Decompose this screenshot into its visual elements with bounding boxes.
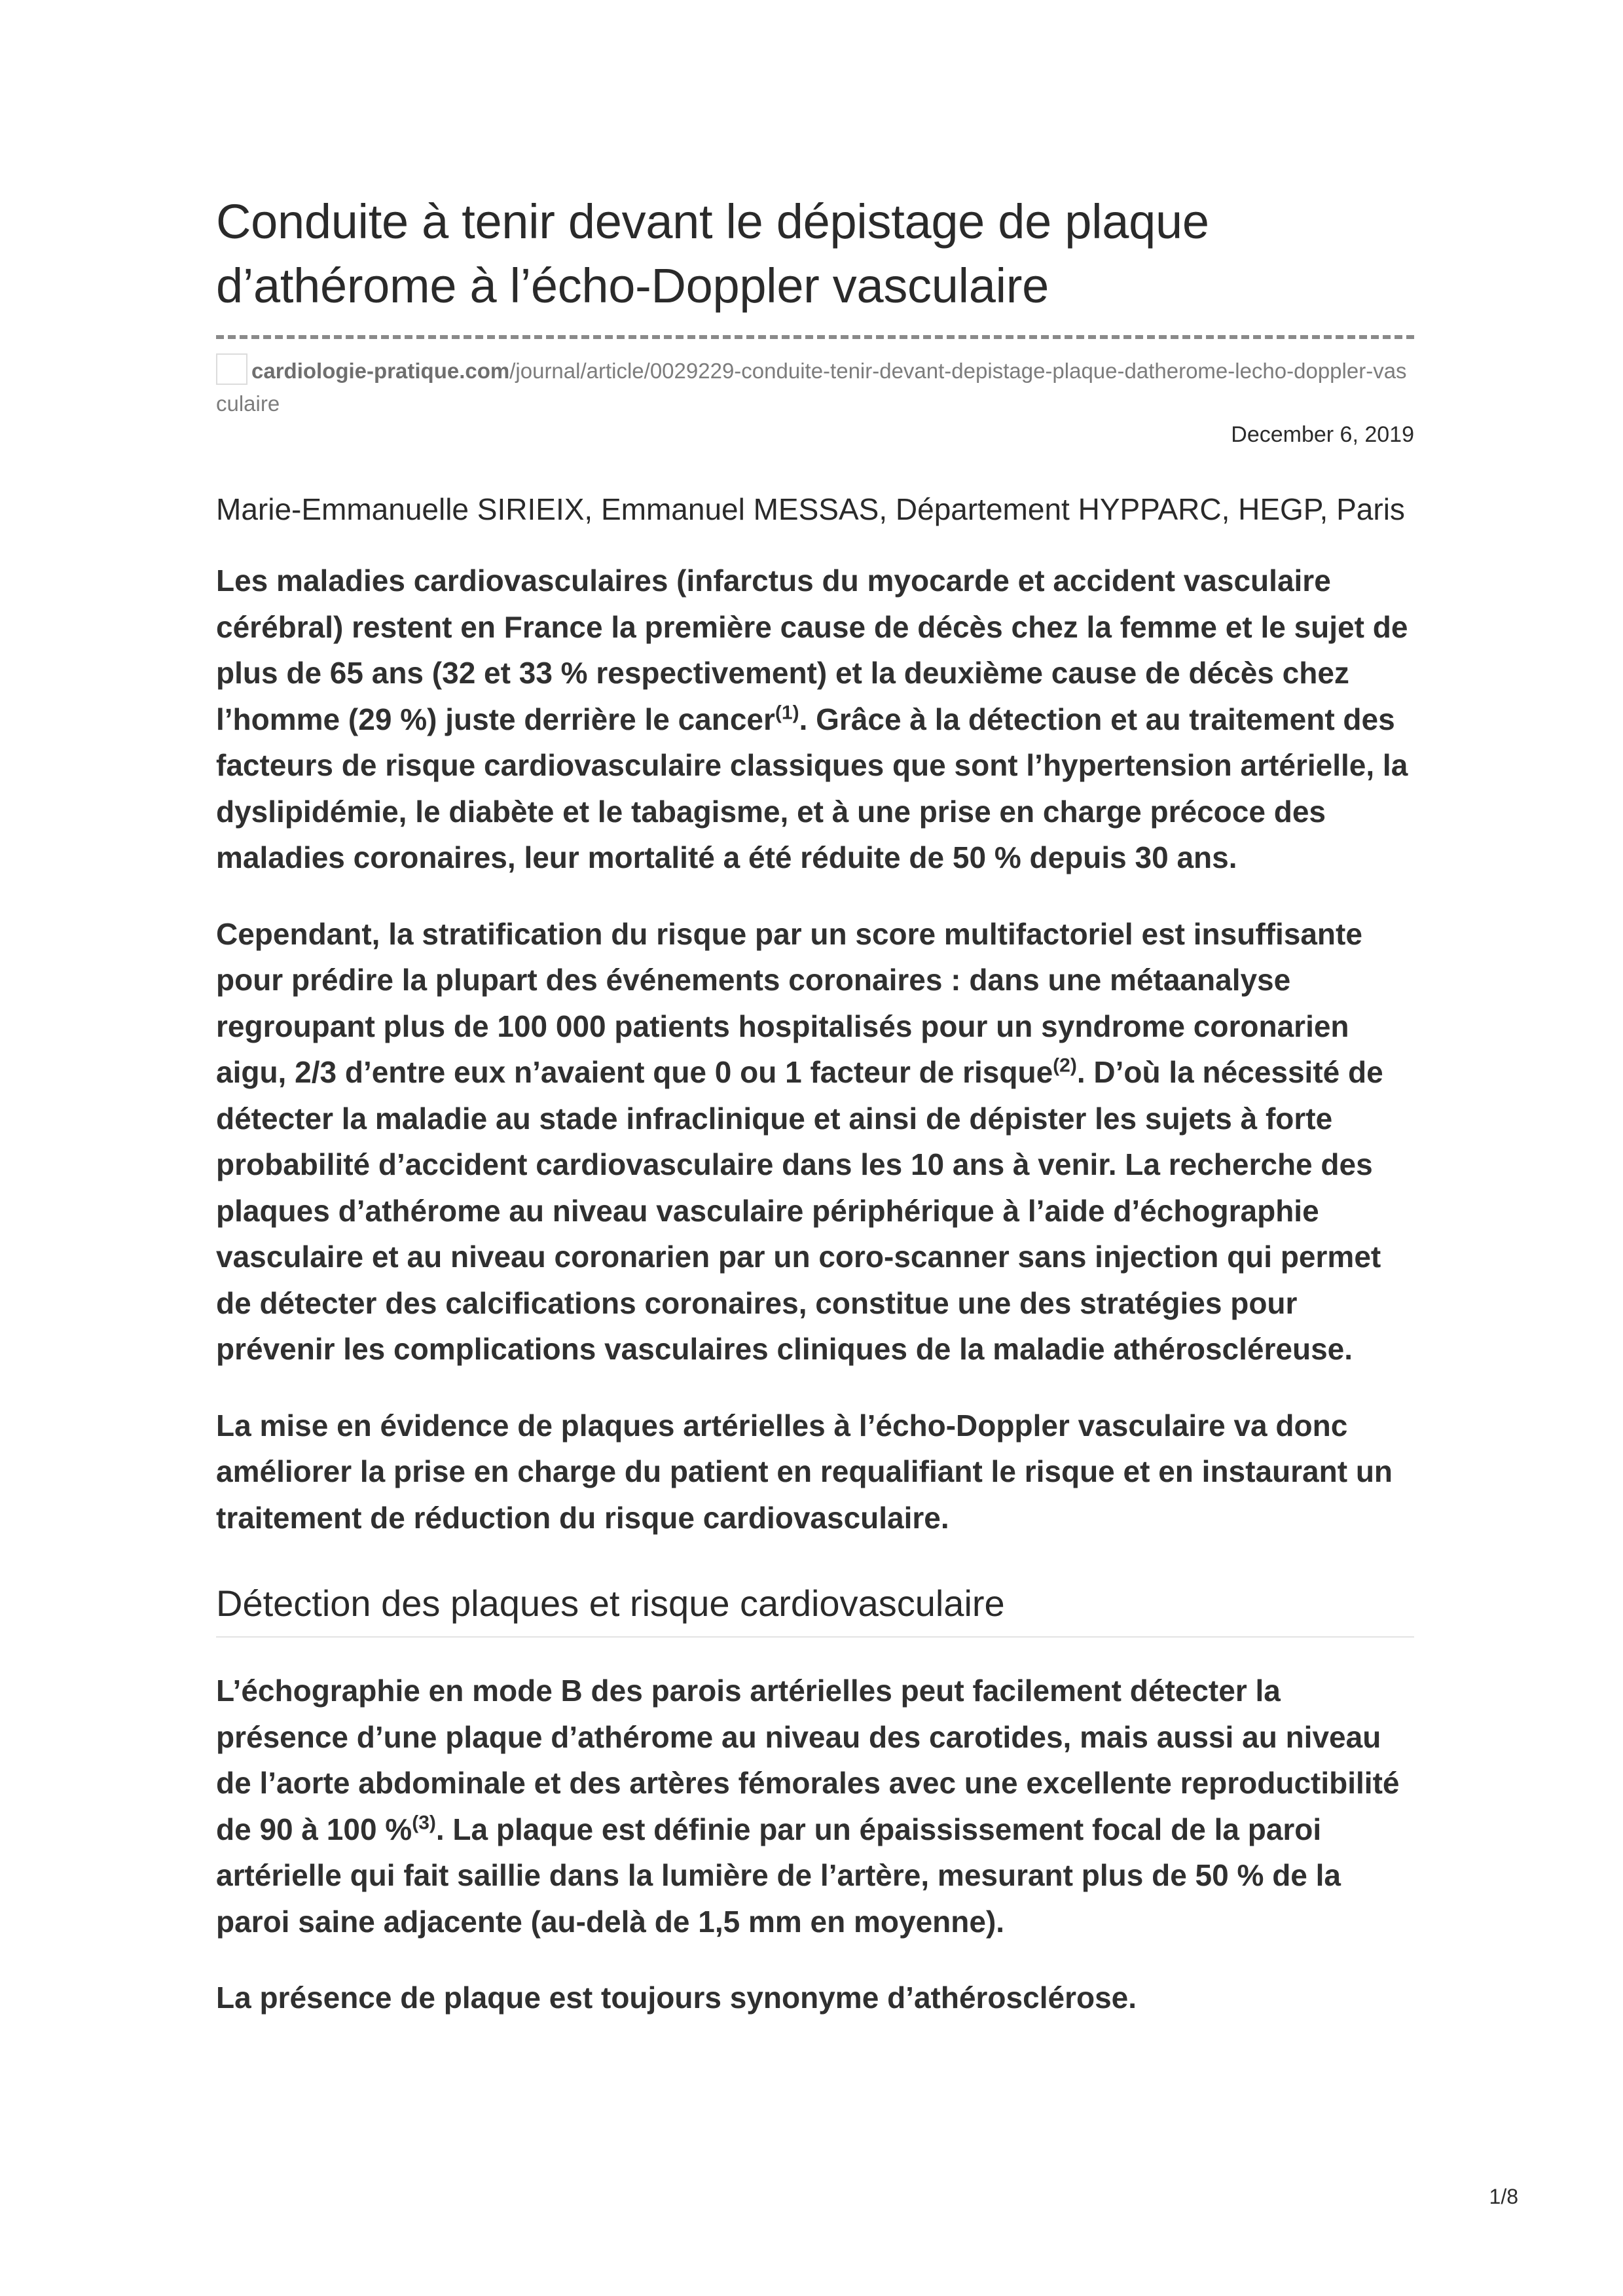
authors-line: Marie-Emmanuelle SIRIEIX, Emmanuel MESSAS, Département HYPPARC, HEGP, Paris xyxy=(216,492,1405,526)
reference-1: (1) xyxy=(775,702,799,724)
paragraph-4-text-a: L’échographie en mode B des parois artérielles peut facilement détecter la présence d’une plaque d’athérome au niveau des carotides, mais aussi au niveau de l’aorte abdominale et des artères fémorales avec une excellente reproductibilité de 90 à 100 % xyxy=(216,1674,1400,1846)
paragraph-4 xyxy=(216,1668,1414,1945)
page-number: 1/8 xyxy=(1489,2185,1518,2208)
favicon-icon xyxy=(216,353,247,385)
source-url[interactable] xyxy=(216,353,1414,420)
publication-date: December 6, 2019 xyxy=(1231,422,1414,447)
paragraph-2-text-b: . D’où la nécessité de détecter la maladie au stade infraclinique et ainsi de dépister les sujets à forte probabilité d’accident cardiovasculaire dans les 10 ans à venir. La recherche des plaques d’athérome au niveau vasculaire périphérique à l’aide d’échographie vasculaire et au niveau coronarien par un coro-scanner sans injection qui permet de détecter des calcifications coronaires, constitue une des stratégies pour prévenir les complications vasculaires cliniques de la maladie athéroscléreuse. xyxy=(216,1055,1383,1366)
reference-2: (2) xyxy=(1053,1054,1077,1077)
reference-3: (3) xyxy=(412,1812,436,1834)
paragraph-1-text-b: . Grâce à la détection et au traitement des facteurs de risque cardiovasculaire classiques que sont l’hypertension artérielle, la dyslipidémie, le diabète et le tabagisme, et à une prise en charge précoce des maladies coronaires, leur mortalité a été réduite de 50 % depuis 30 ans. xyxy=(216,702,1408,874)
paragraph-3: La mise en évidence de plaques artérielles à l’écho-Doppler vasculaire va donc améliorer la prise en charge du patient en requalifiant le risque et en instaurant un traitement de réduction du risque cardiovasculaire. xyxy=(216,1408,1393,1535)
paragraph-5: La présence de plaque est toujours synonyme d’athérosclérose. xyxy=(216,1981,1137,2015)
source-path[interactable]: /journal/article/0029229-conduite-tenir-devant-depistage-plaque-datherome-lecho-doppler-vasculaire xyxy=(216,359,1407,416)
dashed-divider xyxy=(216,335,1414,339)
section-heading: Détection des plaques et risque cardiovasculaire xyxy=(216,1579,1414,1638)
paragraph-1-text-a: Les maladies cardiovasculaires (infarctus du myocarde et accident vasculaire cérébral) restent en France la première cause de décès chez la femme et le sujet de plus de 65 ans (32 et 33 % respectivement) et la deuxième cause de décès chez l’homme (29 %) juste derrière le cancer xyxy=(216,564,1408,736)
paragraph-1 xyxy=(216,558,1414,881)
article xyxy=(216,190,1414,2051)
paragraph-2 xyxy=(216,911,1414,1372)
paragraph-4-text-b: . La plaque est définie par un épaississement focal de la paroi artérielle qui fait saillie dans la lumière de l’artère, mesurant plus de 50 % de la paroi saine adjacente (au-delà de 1,5 mm en moyenne). xyxy=(216,1812,1341,1939)
source-domain[interactable]: cardiologie-pratique.com xyxy=(251,359,510,383)
article-title: Conduite à tenir devant le dépistage de plaque d’athérome à l’écho-Doppler vasculaire xyxy=(216,194,1209,313)
paragraph-2-text-a: Cependant, la stratification du risque par un score multifactoriel est insuffisante pour prédire la plupart des événements coronaires : dans une métaanalyse regroupant plus de 100 000 patients hospitalisés pour un syndrome coronarien aigu, 2/3 d’entre eux n’avaient que 0 ou 1 facteur de risque xyxy=(216,916,1362,1089)
